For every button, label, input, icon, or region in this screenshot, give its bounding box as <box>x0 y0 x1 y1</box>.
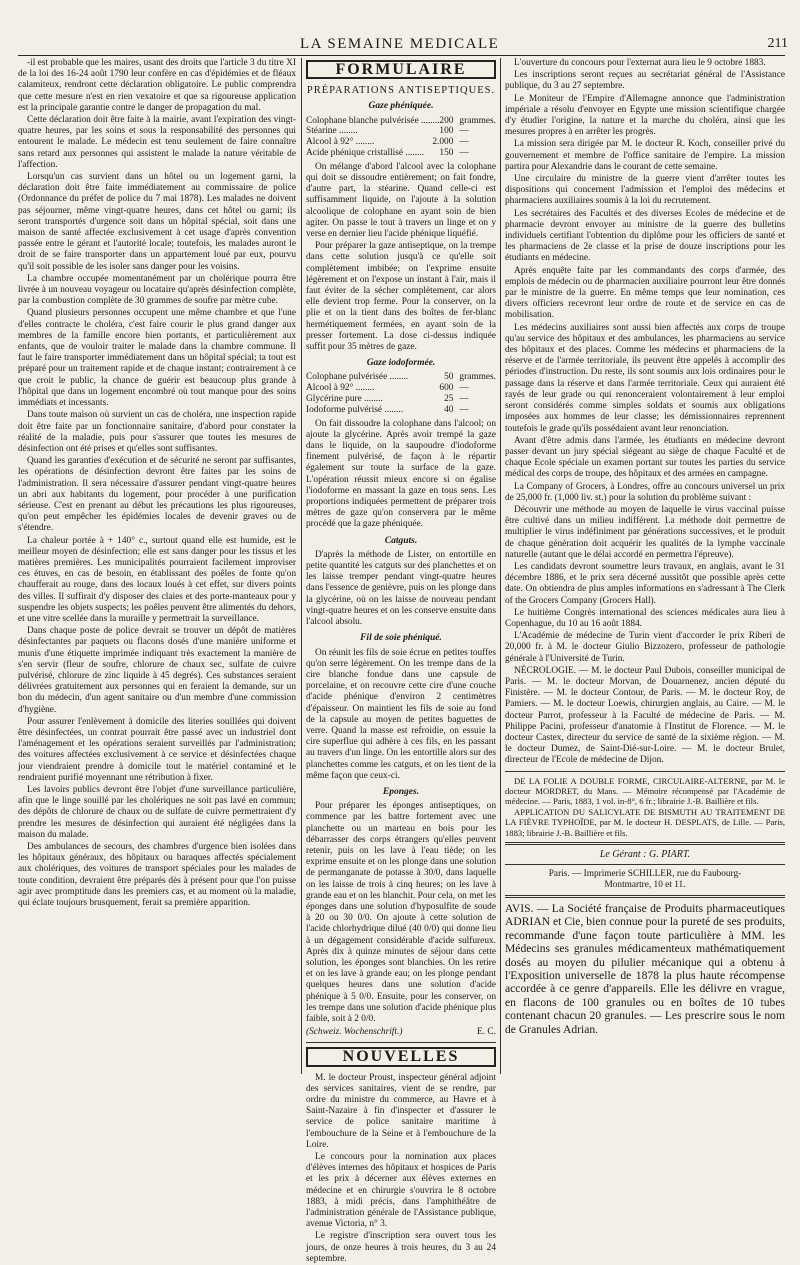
ingredient-qty: 50 <box>444 372 454 383</box>
column-left <box>18 58 296 1074</box>
recipe-row <box>306 137 496 148</box>
ingredient-unit: — <box>459 383 469 394</box>
ingredient-unit: — <box>459 148 469 158</box>
ingredient-qty: 40 <box>444 404 454 415</box>
paragraph: La Company of Grocers, à Londres, offre au concours universel un prix de 25,000 fr. (1,000 liv. st.) pour la solution du problème suivant : <box>505 481 785 503</box>
paragraph: D'après la méthode de Lister, on entortille en petite quantité les catguts sur des planchettes et on les laisse tremper pendant vingt-quatre heures dans l'essence de genièvre, puis on les plonge dans la glycérine, où on les laisse de nouveau pendant vingt-quatre heures et on les conserve ensuite dans l'alcool absolu. <box>306 549 496 628</box>
paragraph: Après enquête faite par les commandants des corps d'armée, des emplois de médecin ou de pharmacien auxiliaire pourront leur être donnés par le ministre de la guerre. En même temps que leur nomination, ces divers officiers recevront leur ordre de route et de service en cas de mobilisation. <box>505 265 785 321</box>
paragraph: Le registre d'inscription sera ouvert tous les jours, de onze heures à trois heures, du 3 au 24 septembre. <box>306 1231 496 1264</box>
recipe-row <box>306 405 496 416</box>
ingredient-unit: — <box>459 137 469 148</box>
paragraph: On mélange d'abord l'alcool avec la colophane qui doit se dissoudre entièrement; on fait fondre, d'autre part, la stéarine. Quand celle-ci est suffisamment liquide, on l'ajoute à la solution alcoolique de colophane en ayant soin de bien agiter. On passe le tout à travers un linge et on y verse en dernier lieu l'acide phénique liquéfié. <box>306 161 496 240</box>
printer-imprint <box>505 869 785 891</box>
paragraph: Les médecins auxiliaires sont aussi bien affectés aux corps de troupe qu'au service des hôpitaux et des ambulances, les pharmaciens au service des hôpitaux et des places. Comme les médecins et pharmaciens de la réserve et de l'armée territoriale, ils peuvent être appelés à accomplir des périodes d'instruction. Du reste, ils sont soumis aux lois ordinaires pour le passage dans la réserve et dans l'armée territoriale. Ceux qui auraient été rayés de leur grade ou qui renonceraient volontairement à leur emploi seront considérés comme simples soldats et soumis aux obligations imposées aux hommes de leur classe; les démissionnaires reprennent toutefois le grade qu'ils possédaient avant leur renonciation. <box>505 322 785 434</box>
paragraph: Avant d'être admis dans l'armée, les étudiants en médecine devront passer devant un jury spécial siégeant au siège de chaque Faculté et de chaque Ecole spéciale un examen portant sur toutes les parties du service médical des corps de troupe, des hôpitaux et des armées en campagne. <box>505 435 785 480</box>
paragraph: Lorsqu'un cas survient dans un hôtel ou un logement garni, la déclaration doit être faite immédiatement au commissaire de police (Ordonnance du préfet de police du 7 mai 1878). Les malades ne doivent pas séjourner, même vingt-quatre heures, dans cet hôtel ou garni; ils seront transportés d'urgence soit dans un hôpital spécial, soit dans une maison de santé affectée exclusivement à cet usage d'après convention passée entre le gérant et l'autorité locale; toutefois, les malades auront le droit de se faire transporter dans un appartement loué par eux, pourvu qu'il soit possible de les isoler sans danger pour les voisins. <box>18 172 296 272</box>
paragraph: Les inscriptions seront reçues au secrétariat général de l'Assistance publique, du 3 au 27 septembre. <box>505 70 785 92</box>
paragraph: Le huitième Congrès international des sciences médicales aura lieu à Copenhague, du 10 au 16 août 1884. <box>505 607 785 629</box>
column-rule-1 <box>301 58 302 1074</box>
paragraph: Les secrétaires des Facultés et des diverses Ecoles de médecine et de pharmacie devront envoyer au ministre de la guerre des bulletins individuels certifiant l'obtention du diplôme pour les officiers de santé et les pharmaciens de 2e classe et la prise de douze inscriptions pour les étudiants en médecine. <box>505 208 785 264</box>
citation-line <box>306 1027 496 1038</box>
recipe-row <box>306 148 496 159</box>
subheading: PRÉPARATIONS ANTISEPTIQUES. <box>306 85 496 97</box>
ingredient-name: Iodoforme pulvérisé ........ <box>306 404 404 415</box>
ingredient-qty: 25 <box>444 394 454 405</box>
paragraph: On réunit les fils de soie écrue en petites touffes qu'on serre légèrement. On les trempe dans de la cire blanche fondue dans une capsule de porcelaine, et on recouvre cette cire d'une couche d'acide phénique d'environ 2 centimètres d'épaisseur. On maintient les fils de soie au fond de la capsule au moyen de petites baguettes de verre. Quand la masse est refroidie, on essuie la cire superflue qui adhère à ces fils, en les passant au travers d'un linge. On les entortille alors sur des planchettes comme les catguts, et on les tient de la même façon que ceux-ci. <box>306 647 496 781</box>
ingredient-unit: — <box>459 404 469 415</box>
advertisement-notice: AVIS. — La Société française de Produits pharmaceutiques ADRIAN et Cie, bien connue pour la pureté de ses produits, recommande d'une façon toute particulière à MM. les Médecins ses granules médicamenteux mathématiquement dosés au moyen du pilulier mécanique qui a obtenu à l'Exposition universelle de 1878 la plus haute récompense accordée à ce genre d'appareils. Elle les délivre en vrague, en flacons de 100 granules ou en boîtes de 10 tubes contenant chacun 20 granules. — Les prescrire sous le nom de Granules Adrian. <box>505 902 785 1036</box>
paragraph: La mission sera dirigée par M. le docteur R. Koch, conseiller privé du gouvernement et membre de l'office sanitaire de l'empire. La mission partira pour Alexandrie dans le courant de cette semaine. <box>505 139 785 172</box>
ingredient-qty: 600 <box>439 383 454 394</box>
ingredient-unit: — <box>459 394 469 405</box>
section-heading: Catguts. <box>384 535 418 546</box>
paragraph: Pour assurer l'enlèvement à domicile des literies souillées qui doivent être désinfectées, un contrat pourrait être passé avec un industriel dont l'aménagement et les opérations seraient surveillés par l'administration; des voitures affectées exclusivement à ce service et désinfectées chaque jour viendraient prendre à domicile tout le matériel contaminé et le rendraient purifié moyennant une rétribution à fixer. <box>18 716 296 783</box>
paragraph: L'Académie de médecine de Turin vient d'accorder le prix Riberi de 20,000 fr. à M. le docteur Giulio Bizzozero, professeur de pathologie générale à l'Université de Turin. <box>505 631 785 664</box>
recipe-table <box>306 116 496 159</box>
header-rule <box>18 55 785 56</box>
section-heading: Eponges. <box>382 786 420 797</box>
section-heading: Gaze phéniquée. <box>368 101 434 112</box>
journal-title: LA SEMAINE MEDICALE <box>300 36 500 52</box>
paragraph: On fait dissoudre la colophane dans l'alcool; on ajoute la glycérine. Après avoir trempé la gaze dans le liquide, on la saupoudre d'iodoforme finement pulvérisé, de façon à le répartir également sur toute la surface de la gaze. L'opération réussit mieux encore si on égalise l'iodoforme en massant la gaze en tous sens. Les proportions indiquées permettent de préparer trois mètres de gaze qu'on conservera par le même procédé que la gaze phéniquée. <box>306 418 496 530</box>
ingredient-unit: — <box>459 126 469 137</box>
section-heading: Gaze iodoformée. <box>366 358 436 369</box>
ingredient-name: Acide phénique cristallisé ........ <box>306 148 425 158</box>
section-heading: Fil de soie phéniqué. <box>360 633 442 644</box>
bibliography <box>505 776 785 838</box>
page-number: 211 <box>767 36 788 51</box>
citation-source: (Schweiz. Wochenschrift.) <box>306 1027 403 1038</box>
column-rule-2 <box>500 58 501 1074</box>
paragraph: Le Moniteur de l'Empire d'Allemagne annonce que l'administration impériale a résolu d'envoyer en Egypte une mission scientifique chargée d'y étudier l'origine, la nature et la marche du choléra, ainsi que les mesures propres à en arrêter les progrès. <box>505 93 785 138</box>
divider <box>505 895 785 898</box>
section-title-formulaire: FORMULAIRE <box>306 60 496 79</box>
divider <box>306 1042 496 1043</box>
paragraph: La chaleur portée à + 140° c., surtout quand elle est humide, est le meilleur moyen de désinfection; elle est sans danger pour les tissus et les matières premières. Les municipalités pourraient facilement improviser ces étuves, en cas de besoin, en établissant des poêles de fonte qu'on chaufferait au rouge, dans des locaux loués à cet effet, sur divers points des villes. Il suffirait d'y disposer des claies et des porte-manteaux pour y suspendre les objets suspects; les poêles peuvent être alimentés du dehors, et une vitre scellée dans la muraille y permettrait la surveillance. <box>18 535 296 624</box>
paragraph: M. le docteur Proust, inspecteur général adjoint des services sanitaires, vient de se rendre, par ordre du ministre du commerce, au Havre et à Saint-Nazaire à fin d'inspecter et d'assurer le service de police sanitaire maritime à l'embouchure de la Seine et à l'embouchure de la Loire. <box>306 1072 496 1150</box>
divider <box>505 842 785 845</box>
ingredient-qty: 150 <box>439 148 454 158</box>
paragraph: Pour préparer la gaze antiseptique, on la trempe dans cette solution jusqu'à ce qu'elle soit complètement imbibée; on l'exprime ensuite légèrement et on l'expose un instant à l'air, mais il faut éviter de la sécher complètement, car alors elle devient trop ferme. Pour la conserver, on la plie et on la tient dans des boîtes de fer-blanc hermétiquement fermées, en ayant soin de la presser fortement. La dose ci-dessus indiquée suffit pour 35 mètres de gaze. <box>306 241 496 353</box>
paragraph: La chambre occupée momentanément par un cholérique pourra être livrée à un nouveau voyageur ou locataire qu'après désinfection complète, par la combustion complète de 30 grammes de soufre par mètre cube. <box>18 273 296 307</box>
printer-line: Montmartre, 10 et 11. <box>604 880 686 891</box>
column-right <box>505 58 785 1074</box>
paragraph: Quand les garanties d'exécution et de sécurité ne seront par suffisantes, les opérations de désinfection devront être faites par les soins de l'administration. Il sera nécessaire d'assurer pendant vingt-quatre heures un abri aux habitants du logement, pour procéder à une purification sérieuse. C'est en prenant au début les précautions les plus rigoureuses, qu'on peut empêcher les épidémies locales de devenir graves ou de s'étendre. <box>18 456 296 534</box>
divider <box>505 864 785 865</box>
paragraph: APPLICATION DU SALICYLATE DE BISMUTH AU TRAITEMENT DE LA FIÈVRE TYPHOÏDE, par M. le docteur H. DESPLATS, de Lille. — Paris, 1883; librairie J.-B. Baillière et fils. <box>505 807 785 838</box>
paragraph: Les candidats devront soumettre leurs travaux, en anglais, avant le 31 décembre 1886, et le prix sera décerné aussitôt que possible après cette date. On obtiendra de plus amples informations en s'adressant à The Clerk of the Grocers Company (Grocers Hall). <box>505 561 785 606</box>
ingredient-name: Colophane blanche pulvérisée ........ <box>306 115 440 126</box>
ingredient-unit: grammes. <box>459 372 496 383</box>
ingredient-qty: 200 <box>439 115 454 126</box>
paragraph: Dans toute maison où survient un cas de choléra, une inspection rapide doit être faite par un fonctionnaire sanitaire, d'abord pour constater la réalité de la maladie, puis pour s'assurer que toutes les mesures de désinfection ont été prises et qu'elles sont suffisantes. <box>18 410 296 454</box>
recipe-row <box>306 383 496 394</box>
recipe-row <box>306 116 496 127</box>
manager-signature: Le Gérant : G. PIART. <box>599 848 691 860</box>
recipe-row <box>306 394 496 405</box>
recipe-table <box>306 372 496 415</box>
ingredient-name: Colophane pulvérisée ........ <box>306 372 409 383</box>
section-title-nouvelles: NOUVELLES <box>306 1047 496 1066</box>
paragraph: Dans chaque poste de police devrait se trouver un dépôt de matières désinfectantes par paquets ou flacons dosés d'une manière uniforme et munis d'une étiquette imprimée indiquant très exactement la manière de s'en servir (fleur de soufre, chlorure de chaux sec, sulfate de cuivre pulvérisé, chlorure de zinc liquide à 45 degrés). Ces substances seraient délivrées gratuitement aux personnes qui en feraient la demande, sur un bon du médecin, d'un agent sanitaire ou d'un membre d'une commission d'hygiène. <box>18 626 296 715</box>
paragraph: L'ouverture du concours pour l'externat aura lieu le 9 octobre 1883. <box>514 58 766 68</box>
author-initials: E. C. <box>477 1027 496 1038</box>
ingredient-unit: grammes. <box>459 115 496 126</box>
ingredient-qty: 2.000 <box>432 137 454 148</box>
paragraph: Pour préparer les éponges antiseptiques, on commence par les battre fortement avec une planchette ou un marteau en bois pour les débarrasser des corps étrangers qu'elles peuvent retenir, puis on les lave à l'eau tiède; on les exprime ensuite et on les plonge dans une solution de permanganate de potasse à 30/0, dans laquelle on les laisse de trois à cinq heures; on les lave à grande eau et on les blanchit. Pour cela, on met les éponges dans une solution d'hyposulfite de soude à 20 ou 30 0/0. On ajoute à cette solution de l'acide chlorhydrique dilué (40 0/0) qui donne lieu à un dégagement considérable d'acide sulfureux. Après dix à quinze minutes de séjour dans cette solution, les éponges sont blanchies. On les retire et on les lave à grande eau; on les plonge pendant quelques heures dans une solution d'acide phénique à 5 0/0. Ensuite, pour les conserver, on les trempe dans une solution d'acide phénique plus faible, soit à 2 0/0. <box>306 801 496 1024</box>
printer-line: Paris. — Imprimerie SCHILLER, rue du Faubourg- <box>548 869 742 880</box>
paragraph: Une circulaire du ministre de la guerre vient d'arrêter toutes les dispositions qui concernent l'admission et l'emploi des médecins et pharmaciens auxiliaires soumis à la loi du recrutement. <box>505 174 785 207</box>
ingredient-name: Glycérine pure ........ <box>306 394 383 405</box>
ingredient-name: Alcool à 92° ........ <box>306 383 375 394</box>
paragraph: Le concours pour la nomination aux places d'élèves internes des hôpitaux et hospices de Paris et les prix à décerner aux élèves externes en médecine et en chirurgie s'ouvrira le 8 octobre 1883, à midi précis, dans l'amphithéâtre de l'administration générale de l'Assistance publique, avenue Victoria, n° 3. <box>306 1152 496 1230</box>
paragraph: Quand plusieurs personnes occupent une même chambre et que l'une d'elles contracte le choléra, c'est faire courir le plus grand danger aux membres de la famille encore bien portants, et particulièrement aux enfants, que de vouloir traiter le malade dans la chambre commune. Il faut le faire transporter immédiatement dans un hôpital spécial; ta tout est préparé pour un traitement rapide et de chaque instant; contrairement à ce que croit le public, la chance de guérir est beaucoup plus grande à l'hôpital que dans un logement encombré où tout manque pour des soins immédiats et incessants. <box>18 308 296 409</box>
column-middle <box>306 58 496 1264</box>
ingredient-name: Alcool à 92° ........ <box>306 137 375 148</box>
divider <box>505 771 785 772</box>
paragraph: Des ambulances de secours, des chambres d'urgence bien isolées dans les hôpitaux généraux, des hôpitaux ou baraques affectés spécialement aux cholériques, des voitures de transport spéciales pour les malades de toute condition, devraient être préparés dès à présent pour que l'on puisse agir avec promptitude dans les premiers cas, et au moment où la maladie, qui éclate toujours brusquement, ferait sa première apparition. <box>18 842 296 909</box>
paragraph: Découvrir une méthode au moyen de laquelle le virus vaccinal puisse être cultivé dans un milieu indifférent. La méthode doit permettre de multiplier le virus indéfiniment par générations successives, et le produit de chaque génération doit acquérir les qualités de la lymphe vaccinale naturelle (autant que le délai accordé en permettra l'épreuve). <box>505 504 785 560</box>
paragraph: -il est probable que les maires, usant des droits que l'article 3 du titre XI de la loi des 16-24 août 1790 leur confère en cas d'épidémies et de fléaux calamiteux, rendront cette déclaration obligatoire. Le public comprendra que cette mesure n'est en rien vexatoire et que sa rigoureuse application est la principale garantie contre le danger de propagation du mal. <box>18 58 296 113</box>
paragraph: Cette déclaration doit être faite à la mairie, avant l'expiration des vingt-quatre heures, par les soins et sous la responsabilité des personnes qui entourent le malade. Le médecin est tenu seulement de faire connaître sans retard aux personnes qui assistent le malade la nature véritable de l'affection. <box>18 115 296 170</box>
recipe-row <box>306 126 496 137</box>
paragraph: Les lavoirs publics devront être l'objet d'une surveillance particulière, afin que le linge souillé par les cholériques ne soit pas lavé en commun; des dépôts de chlorure de chaux ou de sulfate de cuivre permettraient d'y prendre les mesures de désinfection qui auraient été négligées dans la maison du malade. <box>18 785 296 840</box>
recipe-row <box>306 372 496 383</box>
running-header <box>300 36 788 53</box>
ingredient-qty: 100 <box>439 126 454 137</box>
paragraph: DE LA FOLIE A DOUBLE FORME, CIRCULAIRE-ALTERNE, par M. le docteur MORDRET, du Mans. — Mémoire récompensé par l'Académie de médecine. — Paris, 1883, 1 vol. in-8°, 6 fr.; librairie J.-B. Baillière et fils. <box>505 775 785 806</box>
paragraph: NÉCROLOGIE. — M. le docteur Paul Dubois, conseiller municipal de Paris. — M. le docteur Morvan, de Douarnenez, ancien député du Finistère. — M. le docteur Contour, de Paris. — M. le docteur Roy, de Pamiers. — M. le docteur Loewis, chirurgien anglais, au Caire. — M. le docteur Parrot, professeur à la Faculté de médecine de Paris. — M. Philippe Pacini, professeur d'anatomie à l'Institut de Florence. — M. le docteur Castex, directeur du service de santé de la sixième région. — M. le docteur Dumez, de Saint-Dié-sur-Loire. — M. le docteur Brulet, directeur de l'Ecole de médecine de Dijon. <box>505 665 785 766</box>
ingredient-name: Stéarine ........ <box>306 126 358 137</box>
